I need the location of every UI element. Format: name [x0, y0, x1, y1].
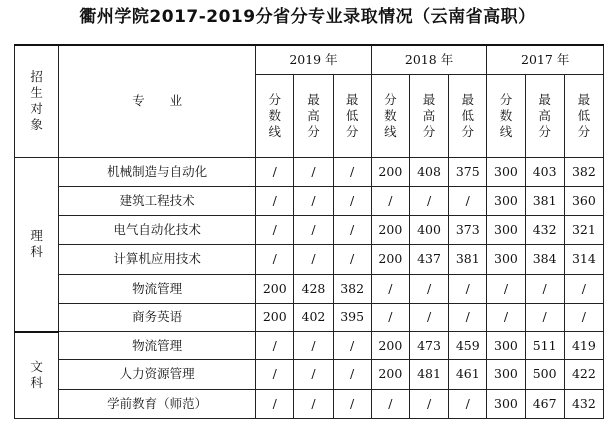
score-cell: / — [294, 389, 333, 418]
header-char: 对 — [30, 101, 43, 117]
score-cell: / — [525, 303, 564, 331]
header-char: 生 — [30, 85, 43, 101]
header-char: 最 — [307, 91, 320, 107]
score-cell: / — [371, 186, 409, 215]
header-char: 线 — [268, 123, 282, 139]
header-char: 分 — [384, 91, 397, 107]
score-cell: / — [525, 274, 564, 303]
score-cell: / — [487, 303, 525, 331]
header-char: 最 — [538, 91, 551, 107]
score-cell: 200 — [256, 274, 294, 303]
table-row — [15, 274, 604, 303]
score-cell: / — [371, 274, 409, 303]
group-label — [15, 157, 59, 332]
score-cell: 200 — [371, 157, 409, 186]
page-title: 衢州学院2017-2019分省分专业录取情况（云南省高职） — [79, 7, 536, 27]
score-cell: 400 — [409, 216, 448, 245]
table-body — [15, 45, 604, 419]
column-header-min-score — [333, 74, 371, 157]
score-cell: / — [256, 216, 294, 245]
header-char: 低 — [461, 107, 474, 123]
score-cell: 200 — [371, 332, 409, 360]
header-char: 分 — [461, 123, 474, 139]
score-cell: 300 — [487, 157, 525, 186]
score-cell: / — [409, 274, 448, 303]
score-cell: 403 — [525, 157, 564, 186]
score-cell: 300 — [487, 332, 525, 360]
score-cell: 321 — [564, 216, 603, 245]
header-char: 数 — [499, 107, 513, 123]
year-header-2019: 2019 年 — [256, 45, 372, 74]
table-row — [15, 389, 604, 418]
score-cell: 200 — [256, 303, 294, 331]
score-cell: 459 — [449, 332, 487, 360]
major-name: 商务英语 — [59, 303, 256, 331]
score-cell: 375 — [449, 157, 487, 186]
header-char: 分 — [499, 91, 513, 107]
score-cell: 432 — [525, 216, 564, 245]
score-cell: / — [256, 360, 294, 389]
year-header-2018: 2018 年 — [371, 45, 487, 74]
header-char: 分 — [577, 123, 591, 139]
column-header-max-score — [409, 74, 448, 157]
score-cell: / — [449, 274, 487, 303]
score-cell: 461 — [449, 360, 487, 389]
column-header-max-score — [525, 74, 564, 157]
admission-table — [14, 44, 604, 419]
score-cell: / — [409, 303, 448, 331]
header-char: 理 — [30, 228, 43, 244]
score-cell: / — [371, 389, 409, 418]
table-row — [15, 360, 604, 389]
table-row — [15, 332, 604, 360]
major-name: 物流管理 — [59, 332, 256, 360]
score-cell: / — [409, 389, 448, 418]
score-cell: 382 — [333, 274, 371, 303]
score-cell: / — [256, 389, 294, 418]
score-cell: / — [564, 274, 603, 303]
score-cell: / — [256, 157, 294, 186]
table-row — [15, 157, 604, 186]
score-cell: 360 — [564, 186, 603, 215]
score-cell: / — [294, 186, 333, 215]
column-header-min-score — [449, 74, 487, 157]
major-name: 建筑工程技术 — [59, 186, 256, 215]
score-cell: 373 — [449, 216, 487, 245]
score-cell: 384 — [525, 245, 564, 274]
header-char: 线 — [384, 123, 397, 139]
score-cell: 200 — [371, 216, 409, 245]
table-row — [15, 245, 604, 274]
major-name: 物流管理 — [59, 274, 256, 303]
major-name: 机械制造与自动化 — [59, 157, 256, 186]
score-cell: / — [333, 157, 371, 186]
header-char: 最 — [422, 91, 436, 107]
score-cell: 300 — [487, 389, 525, 418]
header-char: 高 — [307, 107, 320, 123]
score-cell: / — [294, 216, 333, 245]
header-char: 分 — [307, 123, 320, 139]
header-char: 文 — [30, 359, 43, 375]
score-cell: / — [333, 389, 371, 418]
score-cell: / — [333, 186, 371, 215]
score-cell: / — [449, 303, 487, 331]
header-char: 高 — [538, 107, 551, 123]
header-char: 科 — [30, 375, 43, 391]
score-cell: 200 — [371, 245, 409, 274]
score-cell: 432 — [564, 389, 603, 418]
header-char: 分 — [538, 123, 551, 139]
score-cell: 381 — [525, 186, 564, 215]
header-char: 分 — [422, 123, 436, 139]
score-cell: 314 — [564, 245, 603, 274]
score-cell: 428 — [294, 274, 333, 303]
score-cell: / — [564, 303, 603, 331]
header-char: 线 — [499, 123, 513, 139]
score-cell: / — [256, 332, 294, 360]
column-header-max-score — [294, 74, 333, 157]
header-char: 低 — [345, 107, 359, 123]
score-cell: / — [333, 216, 371, 245]
score-cell: / — [294, 332, 333, 360]
column-header-score-line — [256, 74, 294, 157]
score-cell: / — [371, 303, 409, 331]
score-cell: 511 — [525, 332, 564, 360]
header-char: 最 — [345, 91, 359, 107]
score-cell: 402 — [294, 303, 333, 331]
table-row — [15, 303, 604, 331]
header-char: 招 — [30, 69, 43, 85]
header-char: 低 — [577, 107, 591, 123]
score-cell: 408 — [409, 157, 448, 186]
group-header — [15, 45, 59, 157]
table-row — [15, 216, 604, 245]
score-cell: 300 — [487, 186, 525, 215]
score-cell: 381 — [449, 245, 487, 274]
score-cell: 419 — [564, 332, 603, 360]
score-cell: / — [256, 245, 294, 274]
score-cell: / — [294, 157, 333, 186]
score-cell: 500 — [525, 360, 564, 389]
score-cell: 473 — [409, 332, 448, 360]
column-header-score-line — [371, 74, 409, 157]
score-cell: / — [333, 332, 371, 360]
score-cell: / — [449, 186, 487, 215]
major-name: 电气自动化技术 — [59, 216, 256, 245]
score-cell: / — [449, 389, 487, 418]
column-header-score-line — [487, 74, 525, 157]
score-cell: 422 — [564, 360, 603, 389]
score-cell: / — [294, 360, 333, 389]
table-row — [15, 186, 604, 215]
header-char: 象 — [30, 117, 43, 133]
score-cell: 300 — [487, 216, 525, 245]
score-cell: / — [409, 186, 448, 215]
column-header-min-score — [564, 74, 603, 157]
score-cell: 382 — [564, 157, 603, 186]
major-name: 学前教育（师范） — [59, 389, 256, 418]
major-name: 计算机应用技术 — [59, 245, 256, 274]
score-cell: / — [487, 274, 525, 303]
header-char: 科 — [30, 244, 43, 260]
major-name: 人力资源管理 — [59, 360, 256, 389]
score-cell: 467 — [525, 389, 564, 418]
header-char: 高 — [422, 107, 436, 123]
year-header-2017: 2017 年 — [487, 45, 604, 74]
group-label — [15, 332, 59, 419]
header-char: 最 — [577, 91, 591, 107]
score-cell: 437 — [409, 245, 448, 274]
score-cell: 300 — [487, 360, 525, 389]
score-cell: 395 — [333, 303, 371, 331]
header-char: 数 — [384, 107, 397, 123]
score-cell: / — [333, 360, 371, 389]
header-char: 数 — [268, 107, 282, 123]
score-cell: 481 — [409, 360, 448, 389]
header-row-years — [15, 45, 604, 74]
score-cell: / — [256, 186, 294, 215]
score-cell: 200 — [371, 360, 409, 389]
score-cell: / — [294, 245, 333, 274]
header-char: 分 — [345, 123, 359, 139]
header-char: 分 — [268, 91, 282, 107]
major-header: 专 业 — [59, 45, 256, 157]
score-cell: / — [333, 245, 371, 274]
header-char: 最 — [461, 91, 474, 107]
score-cell: 300 — [487, 245, 525, 274]
